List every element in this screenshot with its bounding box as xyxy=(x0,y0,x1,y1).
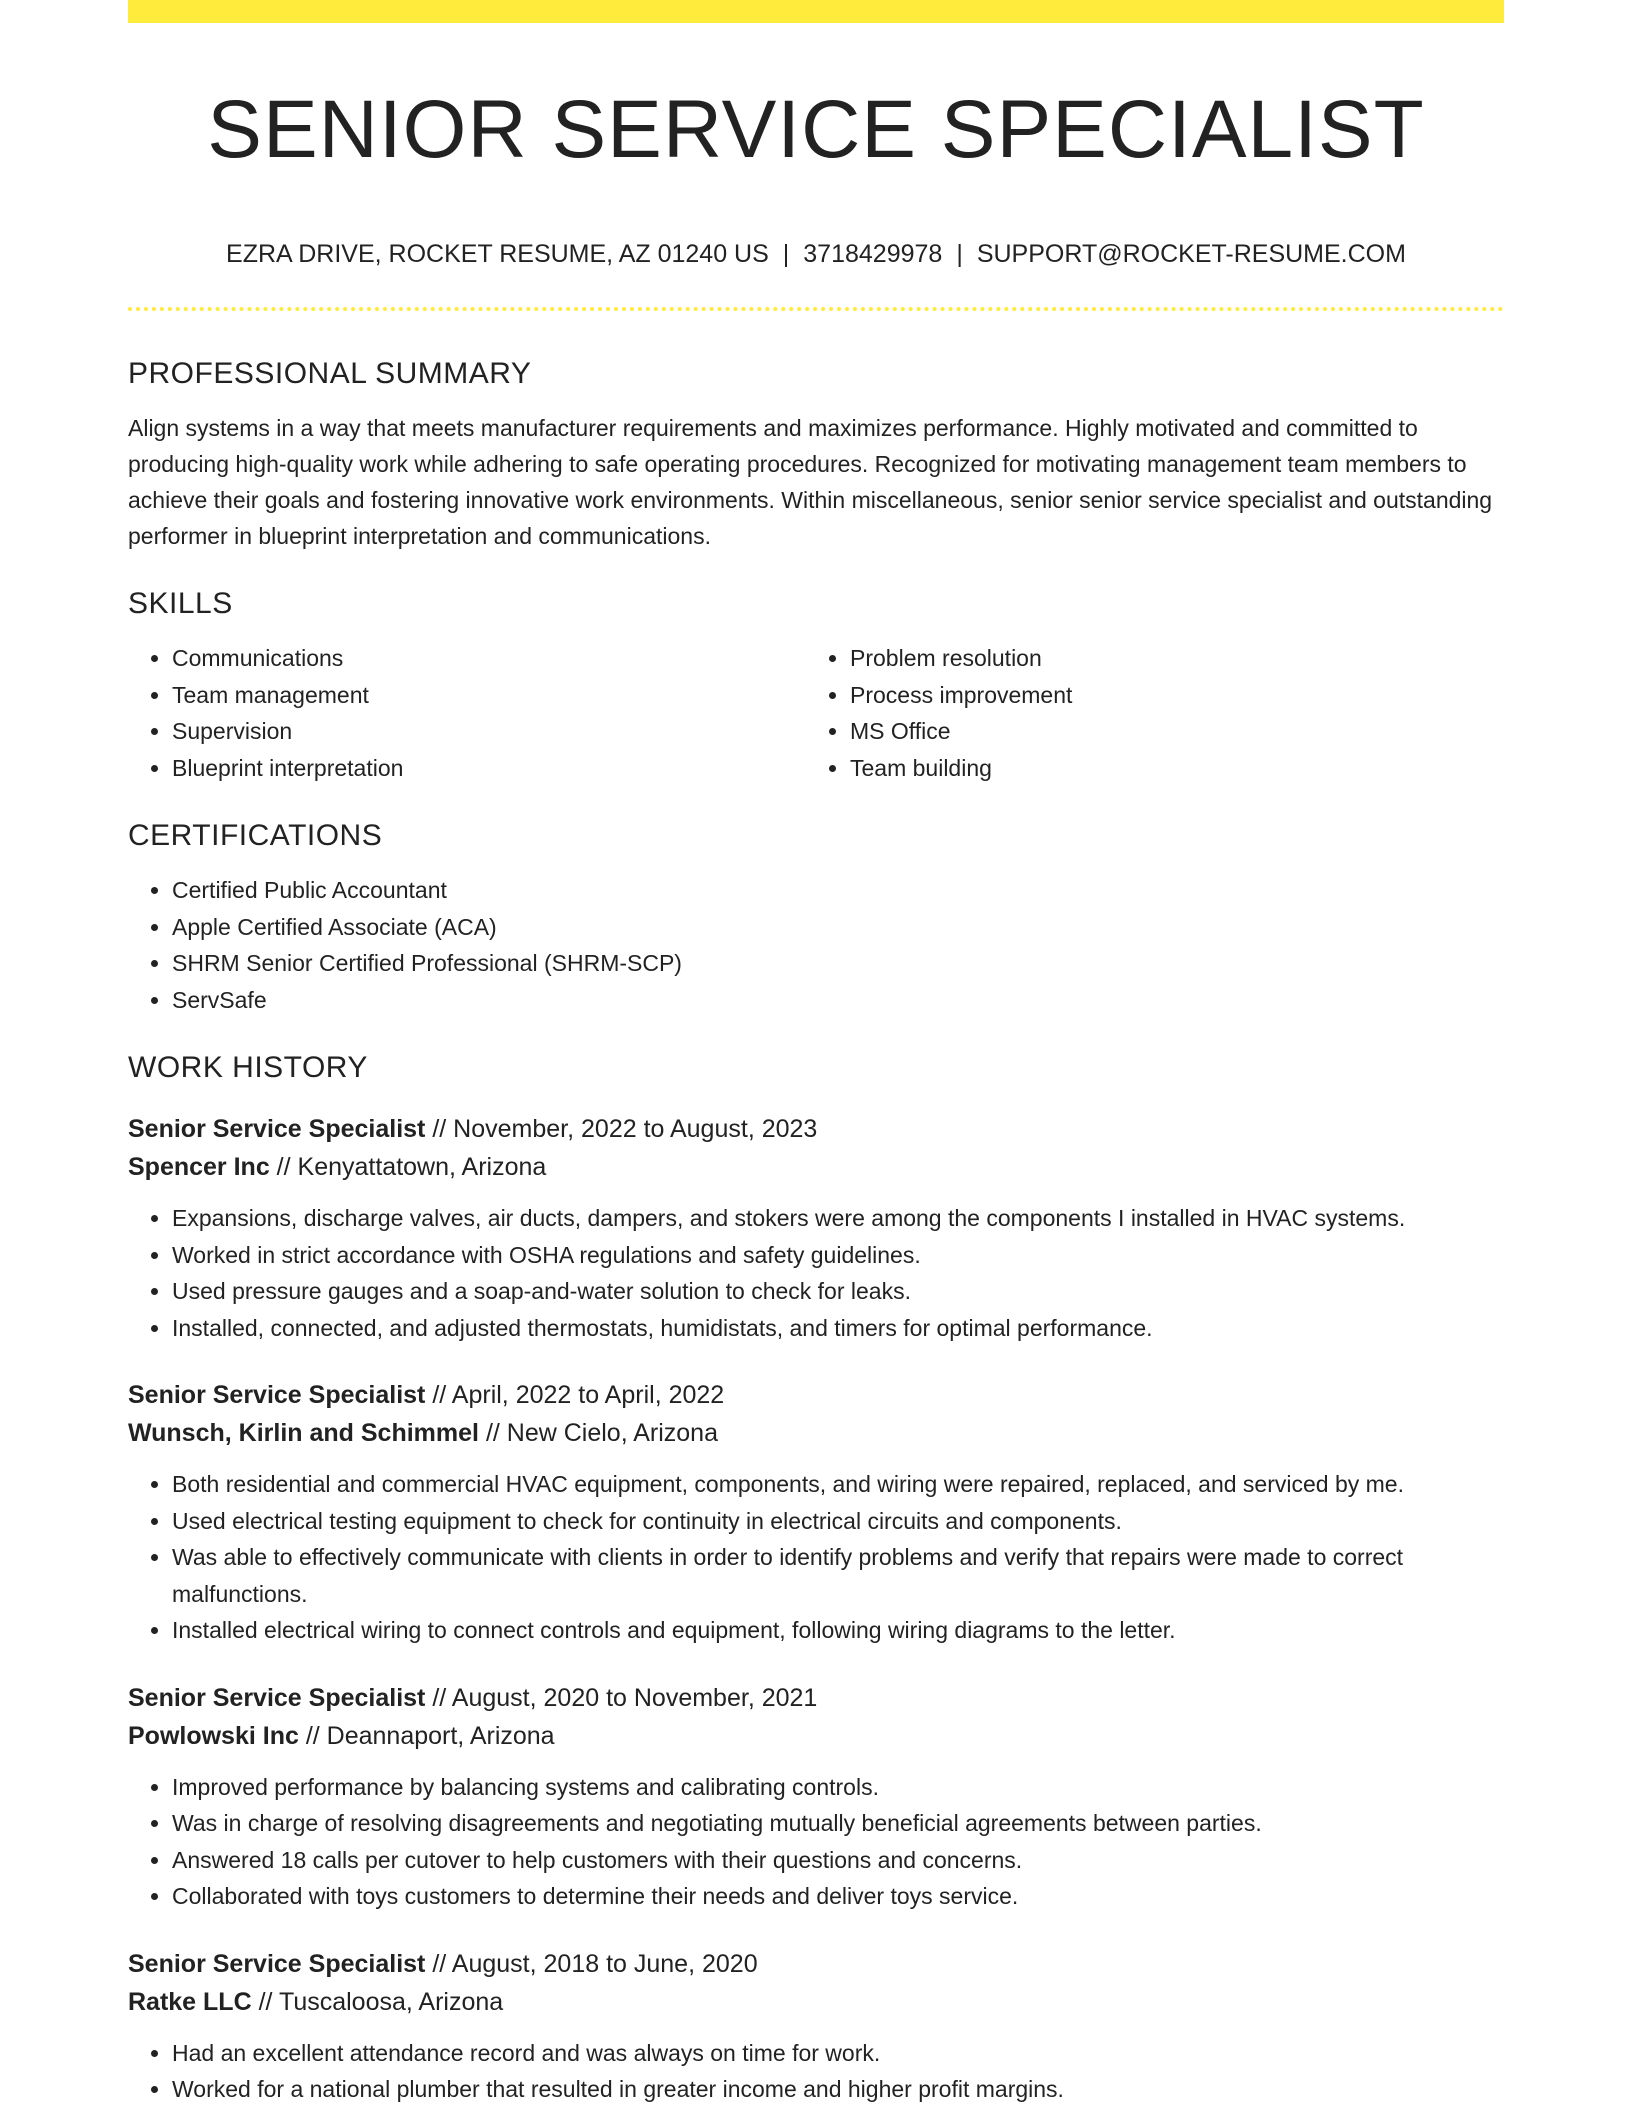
job-location: // Kenyattatown, Arizona xyxy=(269,1153,547,1181)
job-bullet: • Was able to effectively communicate with clients in order to identify problems and verify that repairs were made to correct malfunctions. xyxy=(172,1539,1504,1612)
certifications-list xyxy=(128,872,1504,1018)
job-bullet: • Worked in strict accordance with OSHA regulations and safety guidelines. xyxy=(172,1237,1504,1274)
job-bullet: • Collaborated with toys customers to determine their needs and deliver toys service. xyxy=(172,1878,1504,1915)
summary-section xyxy=(128,352,1504,554)
certification-item: • Certified Public Accountant xyxy=(172,872,1504,909)
job-title-line xyxy=(128,1110,1504,1148)
job-bullet: • Used pressure gauges and a soap-and-water solution to check for leaks. xyxy=(172,1273,1504,1310)
job-title: Senior Service Specialist xyxy=(128,1115,426,1143)
skills-list-right xyxy=(806,640,1484,786)
job-entry xyxy=(128,1110,1504,1346)
job-dates: // April, 2022 to April, 2022 xyxy=(425,1381,725,1409)
job-bullets xyxy=(128,1466,1504,1649)
job-title-line xyxy=(128,1376,1504,1414)
skill-item: • Communications xyxy=(172,640,806,677)
skill-item: • Process improvement xyxy=(850,677,1484,714)
job-company-line xyxy=(128,1717,1504,1755)
work-history-section xyxy=(128,1046,1504,2108)
job-bullets xyxy=(128,1200,1504,1346)
skills-heading: SKILLS xyxy=(128,587,233,620)
job-dates: // August, 2018 to June, 2020 xyxy=(425,1949,758,1978)
job-bullet: • Answered 18 calls per cutover to help customers with their questions and concerns. xyxy=(172,1842,1504,1879)
job-location: // New Cielo, Arizona xyxy=(479,1419,718,1447)
job-dates: // August, 2020 to November, 2021 xyxy=(425,1683,818,1712)
resume-content xyxy=(128,352,1504,2108)
certification-item: • Apple Certified Associate (ACA) xyxy=(172,909,1504,946)
job-bullet: • Was in charge of resolving disagreements and negotiating mutually beneficial agreements between parties. xyxy=(172,1805,1504,1842)
job-company-line xyxy=(128,1148,1504,1186)
skill-item: • Team building xyxy=(850,750,1484,787)
job-bullets xyxy=(128,2035,1504,2108)
job-bullet: • Had an excellent attendance record and was always on time for work. xyxy=(172,2035,1504,2072)
contact-separator: | xyxy=(956,240,963,268)
job-title-line xyxy=(128,1679,1504,1717)
summary-heading: PROFESSIONAL SUMMARY xyxy=(128,357,532,390)
job-entry xyxy=(128,1679,1504,1915)
contact-separator: | xyxy=(782,240,790,268)
job-entry xyxy=(128,1376,1504,1649)
skills-columns xyxy=(128,640,1504,786)
job-company-line xyxy=(128,1414,1504,1452)
top-accent-bar xyxy=(128,0,1504,23)
job-title-line xyxy=(128,1945,1504,1983)
job-location: // Deannaport, Arizona xyxy=(298,1721,555,1750)
job-title: Senior Service Specialist xyxy=(128,1381,426,1409)
job-title: Senior Service Specialist xyxy=(128,1949,426,1978)
job-location: // Tuscaloosa, Arizona xyxy=(251,1987,504,2016)
job-bullet: • Improved performance by balancing systems and calibrating controls. xyxy=(172,1769,1504,1806)
job-company: Spencer Inc xyxy=(128,1153,270,1181)
contact-address: EZRA DRIVE, ROCKET RESUME, AZ 01240 US xyxy=(226,240,769,268)
skill-item: • Blueprint interpretation xyxy=(172,750,806,787)
job-company: Powlowski Inc xyxy=(128,1721,299,1750)
job-title: Senior Service Specialist xyxy=(128,1683,426,1712)
certifications-heading: CERTIFICATIONS xyxy=(128,819,383,852)
contact-phone: 3718429978 xyxy=(803,240,943,268)
job-company-line xyxy=(128,1983,1504,2021)
skill-item: • Problem resolution xyxy=(850,640,1484,677)
job-entry xyxy=(128,1945,1504,2108)
summary-text: Align systems in a way that meets manufacturer requirements and maximizes performance. Highly motivated and committed to producing high-quality work while adhering to safe operating procedures. Recognized for motivating management team members to achieve their goals and fostering innovative work environments. Within miscellaneous, senior senior service specialist and outstanding performer in blueprint interpretation and communications. xyxy=(128,415,1493,549)
job-bullet: • Worked for a national plumber that resulted in greater income and higher profit margins. xyxy=(172,2071,1504,2108)
job-dates: // November, 2022 to August, 2023 xyxy=(425,1115,818,1143)
job-bullet: • Expansions, discharge valves, air ducts, dampers, and stokers were among the components I installed in HVAC systems. xyxy=(172,1200,1504,1237)
certifications-section xyxy=(128,814,1504,1018)
job-bullet: • Used electrical testing equipment to check for continuity in electrical circuits and components. xyxy=(172,1503,1504,1540)
job-bullet: • Installed, connected, and adjusted thermostats, humidistats, and timers for optimal performance. xyxy=(172,1310,1504,1347)
work-history-heading: WORK HISTORY xyxy=(128,1051,368,1084)
skills-section xyxy=(128,582,1504,786)
job-bullets xyxy=(128,1769,1504,1915)
certification-item: • ServSafe xyxy=(172,982,1504,1019)
skill-item: • Team management xyxy=(172,677,806,714)
dotted-divider xyxy=(128,307,1504,311)
certification-item: • SHRM Senior Certified Professional (SHRM-SCP) xyxy=(172,945,1504,982)
skills-list-left xyxy=(128,640,806,786)
page-title: SENIOR SERVICE SPECIALIST xyxy=(207,84,1425,175)
job-company: Wunsch, Kirlin and Schimmel xyxy=(128,1419,479,1447)
contact-line xyxy=(128,236,1504,272)
contact-email: SUPPORT@ROCKET-RESUME.COM xyxy=(976,240,1406,268)
job-company: Ratke LLC xyxy=(128,1987,252,2016)
job-bullet: • Both residential and commercial HVAC equipment, components, and wiring were repaired, replaced, and serviced by me. xyxy=(172,1466,1504,1503)
skill-item: • MS Office xyxy=(850,713,1484,750)
skill-item: • Supervision xyxy=(172,713,806,750)
job-bullet: • Installed electrical wiring to connect controls and equipment, following wiring diagrams to the letter. xyxy=(172,1612,1504,1649)
